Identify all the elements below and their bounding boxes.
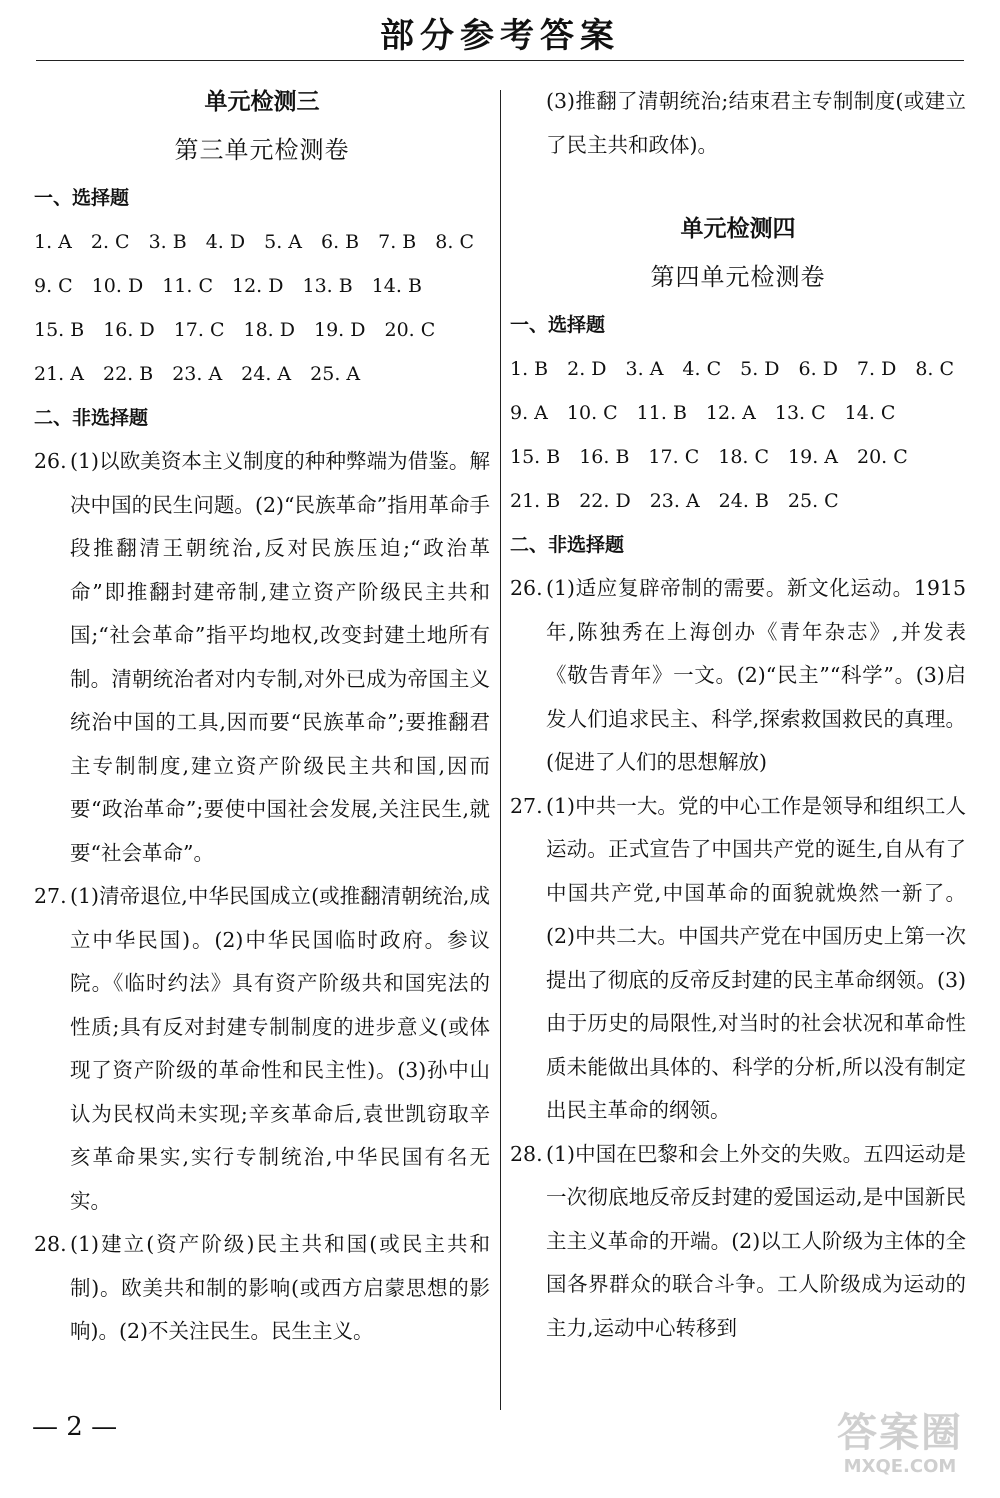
answer-text: (3)推翻了清朝统治;结束君主专制制度(或建立了民主共和政体)。 (546, 89, 966, 157)
mc-answer-row: 1. B 2. D 3. A 4. C 5. D 6. D 7. D 8. C (510, 358, 955, 380)
column-divider (500, 90, 501, 1410)
section-subtitle-unit3: 第三单元检测卷 (174, 136, 350, 164)
watermark-logo-text: 答案圈 (837, 1410, 963, 1456)
answer-text: (1)建立(资产阶级)民主共和国(或民主共和制)。欧美共和制的影响(或西方启蒙思想的影响)。(2)不关注民生。民生主义。 (70, 1232, 490, 1343)
mc-answer-row: 9. A 10. C 11. B 12. A 13. C 14. C (510, 402, 896, 424)
question-number: 26. (34, 449, 67, 473)
answer-item (34, 440, 490, 875)
answer-text: (1)中共一大。党的中心工作是领导和组织工人运动。正式宣告了中国共产党的诞生,自从有了中国共产党,中国革命的面貌就焕然一新了。(2)中共二大。中国共产党在中国历史上第一次提出了彻底的反帝反封建的民主革命纲领。(3)由于历史的局限性,对当时的社会状况和革命性质未能做出具体的、科学的分析,所以没有制定出民主革命的纲领。 (546, 793, 966, 1122)
mc-answer-row: 21. A 22. B 23. A 24. A 25. A (34, 363, 361, 385)
question-number: 27. (510, 793, 543, 818)
mc-answer-row: 1. A 2. C 3. B 4. D 5. A 6. B 7. B 8. C (34, 231, 474, 253)
answer-text: (1)适应复辟帝制的需要。新文化运动。1915年,陈独秀在上海创办《青年杂志》,并发表《敬告青年》一文。(2)“民主”“科学”。(3)启发人们追求民主、科学,探索救国救民的真理。(促进了人们的思想解放) (546, 576, 966, 774)
site-watermark (830, 1410, 970, 1490)
mc-answer-row: 9. C 10. D 11. C 12. D 13. B 14. B (34, 275, 422, 297)
question-number: 26. (510, 576, 543, 600)
right-column (510, 80, 966, 1350)
non-mc-heading: 二、非选择题 (34, 407, 149, 429)
non-mc-heading: 二、非选择题 (510, 534, 625, 556)
section-subtitle-unit4: 第四单元检测卷 (650, 263, 826, 291)
answer-item (34, 875, 490, 1223)
watermark-url: MXQE.COM (843, 1456, 957, 1477)
answer-text: (1)清帝退位,中华民国成立(或推翻清朝统治,成立中华民国)。(2)中华民国临时政府。参议院。《临时约法》具有资产阶级共和国宪法的性质;具有反对封建专制制度的进步意义(或体现了资产阶级的革命性和民主性)。(3)孙中山认为民权尚未实现;辛亥革命后,袁世凯窃取辛亥革命果实,实行专制统治,中华民国有名无实。 (70, 884, 490, 1213)
question-number: 28. (510, 1141, 543, 1166)
answer-item (510, 1133, 966, 1351)
spacer (510, 167, 966, 207)
answer-text: (1)中国在巴黎和会上外交的失败。五四运动是一次彻底地反帝反封建的爱国运动,是中国新民主主义革命的开端。(2)以工人阶级为主体的全国各界群众的联合斗争。工人阶级成为运动的主力,运动中心转移到 (546, 1141, 966, 1340)
question-number: 28. (34, 1232, 67, 1256)
page-number: — 2 — (32, 1412, 118, 1442)
header-rule (36, 60, 964, 61)
left-column (34, 80, 490, 1354)
section-title-unit4: 单元检测四 (680, 216, 796, 242)
question-number: 27. (34, 884, 67, 908)
continued-answer (510, 80, 966, 167)
mc-heading: 一、选择题 (34, 187, 130, 209)
answer-item (510, 567, 966, 785)
mc-answer-row: 15. B 16. D 17. C 18. D 19. D 20. C (34, 319, 436, 341)
page-header-title: 部分参考答案 (380, 16, 620, 56)
mc-answer-row: 21. B 22. D 23. A 24. B 25. C (510, 490, 839, 512)
answer-item (510, 785, 966, 1133)
answer-item (34, 1223, 490, 1354)
section-title-unit3: 单元检测三 (204, 89, 320, 115)
mc-heading: 一、选择题 (510, 314, 606, 336)
answer-text: (1)以欧美资本主义制度的种种弊端为借鉴。解决中国的民生问题。(2)“民族革命”指用革命手段推翻清王朝统治,反对民族压迫;“政治革命”即推翻封建帝制,建立资产阶级民主共和国;“社会革命”指平均地权,改变封建土地所有制。清朝统治者对内专制,对外已成为帝国主义统治中国的工具,因而要“民族革命”;要推翻君主专制制度,建立资产阶级民主共和国,因而要“政治革命”;要使中国社会发展,关注民生,就要“社会革命”。 (70, 449, 490, 865)
mc-answer-row: 15. B 16. B 17. C 18. C 19. A 20. C (510, 446, 908, 468)
